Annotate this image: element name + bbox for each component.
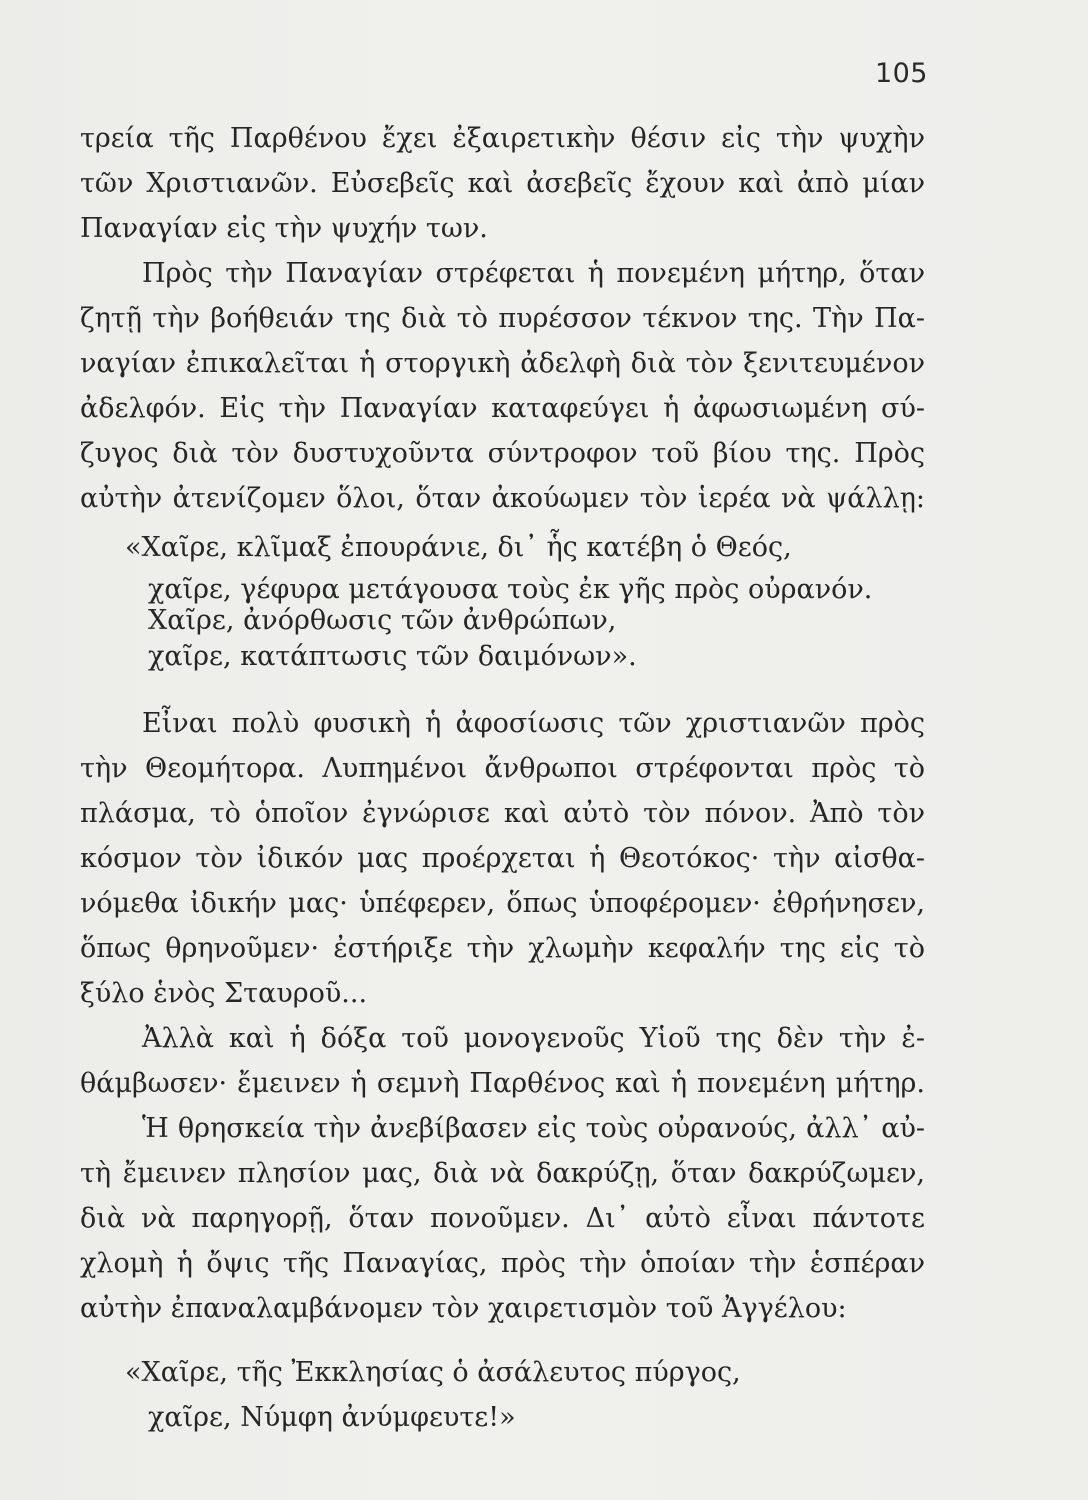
text-line: τῶν Χριστιανῶν. Εὐσεβεῖς καὶ ἀσεβεῖς ἔχουν καὶ ἀπὸ μίαν xyxy=(80,168,925,199)
text-line: διὰ νὰ παρηγορῇ, ὅταν πονοῦμεν. Δι᾽ αὐτὸ εἶναι πάντοτε xyxy=(80,1203,925,1234)
text-line: Πρὸς τὴν Παναγίαν στρέφεται ἡ πονεμένη μήτηρ, ὅταν xyxy=(142,258,925,289)
text-line: ζητῇ τὴν βοήθειάν της διὰ τὸ πυρέσσον τέκνον της. Τὴν Πα- xyxy=(80,303,925,334)
verse-line: χαῖρε, γέφυρα μετάγουσα τοὺς ἐκ γῆς πρὸς οὐρανόν. xyxy=(148,574,873,605)
page-number: 105 xyxy=(874,58,928,89)
text-line: Ἡ θρησκεία τὴν ἀνεβίβασεν εἰς τοὺς οὐρανούς, ἀλλ᾽ αὐ- xyxy=(142,1113,925,1144)
text-line: τὴ ἔμεινεν πλησίον μας, διὰ νὰ δακρύζῃ, ὅταν δακρύζωμεν, xyxy=(80,1158,925,1189)
text-line: κόσμον τὸν ἰδικόν μας προέρχεται ἡ Θεοτόκος· τὴν αἰσθα- xyxy=(80,843,925,874)
text-line: αὐτὴν ἐπαναλαμβάνομεν τὸν χαιρετισμὸν τοῦ Ἀγγέλου: xyxy=(80,1293,847,1324)
text-line: πλάσμα, τὸ ὁποῖον ἐγνώρισε καὶ αὐτὸ τὸν πόνον. Ἀπὸ τὸν xyxy=(80,798,925,829)
text-line: αὐτὴν ἀτενίζομεν ὅλοι, ὅταν ἀκούωμεν τὸν ἱερέα νὰ ψάλλῃ: xyxy=(80,483,925,514)
text-line: θάμβωσεν· ἔμεινεν ἡ σεμνὴ Παρθένος καὶ ἡ πονεμένη μήτηρ. xyxy=(80,1068,925,1099)
verse-line: «Χαῖρε, κλῖμαξ ἐπουράνιε, δι᾽ ἧς κατέβη ὁ Θεός, xyxy=(125,532,792,563)
text-line: τὴν Θεομήτορα. Λυπημένοι ἄνθρωποι στρέφονται πρὸς τὸ xyxy=(80,753,925,784)
text-line: Εἶναι πολὺ φυσικὴ ἡ ἀφοσίωσις τῶν χριστιανῶν πρὸς xyxy=(142,708,925,739)
text-line: τρεία τῆς Παρθένου ἔχει ἐξαιρετικὴν θέσιν εἰς τὴν ψυχὴν xyxy=(80,123,925,154)
text-line: ὅπως θρηνοῦμεν· ἐστήριξε τὴν χλωμὴν κεφαλήν της εἰς τὸ xyxy=(80,933,925,964)
text-line: Ἀλλὰ καὶ ἡ δόξα τοῦ μονογενοῦς Υἱοῦ της δὲν τὴν ἐ- xyxy=(142,1023,925,1054)
text-line: ζυγος διὰ τὸν δυστυχοῦντα σύντροφον τοῦ βίου της. Πρὸς xyxy=(80,438,925,469)
text-line: ναγίαν ἐπικαλεῖται ἡ στοργικὴ ἀδελφὴ διὰ τὸν ξενιτευμένον xyxy=(80,348,925,379)
text-line: νόμεθα ἰδικήν μας· ὑπέφερεν, ὅπως ὑποφέρομεν· ἐθρήνησεν, xyxy=(80,888,925,919)
text-line: χλομὴ ἡ ὄψις τῆς Παναγίας, πρὸς τὴν ὁποίαν τὴν ἑσπέραν xyxy=(80,1248,925,1279)
verse-line: χαῖρε, Νύμφη ἀνύμφευτε!» xyxy=(148,1402,516,1433)
text-line: Παναγίαν εἰς τὴν ψυχήν των. xyxy=(80,213,488,244)
verse-line: «Χαῖρε, τῆς Ἐκκλησίας ὁ ἀσάλευτος πύργος, xyxy=(125,1357,741,1388)
text-line: ξύλο ἑνὸς Σταυροῦ... xyxy=(80,978,368,1009)
text-line: ἀδελφόν. Εἰς τὴν Παναγίαν καταφεύγει ἡ ἀφωσιωμένη σύ- xyxy=(80,393,925,424)
verse-line: χαῖρε, κατάπτωσις τῶν δαιμόνων». xyxy=(148,641,637,672)
verse-line: Χαῖρε, ἀνόρθωσις τῶν ἀνθρώπων, xyxy=(148,605,617,636)
